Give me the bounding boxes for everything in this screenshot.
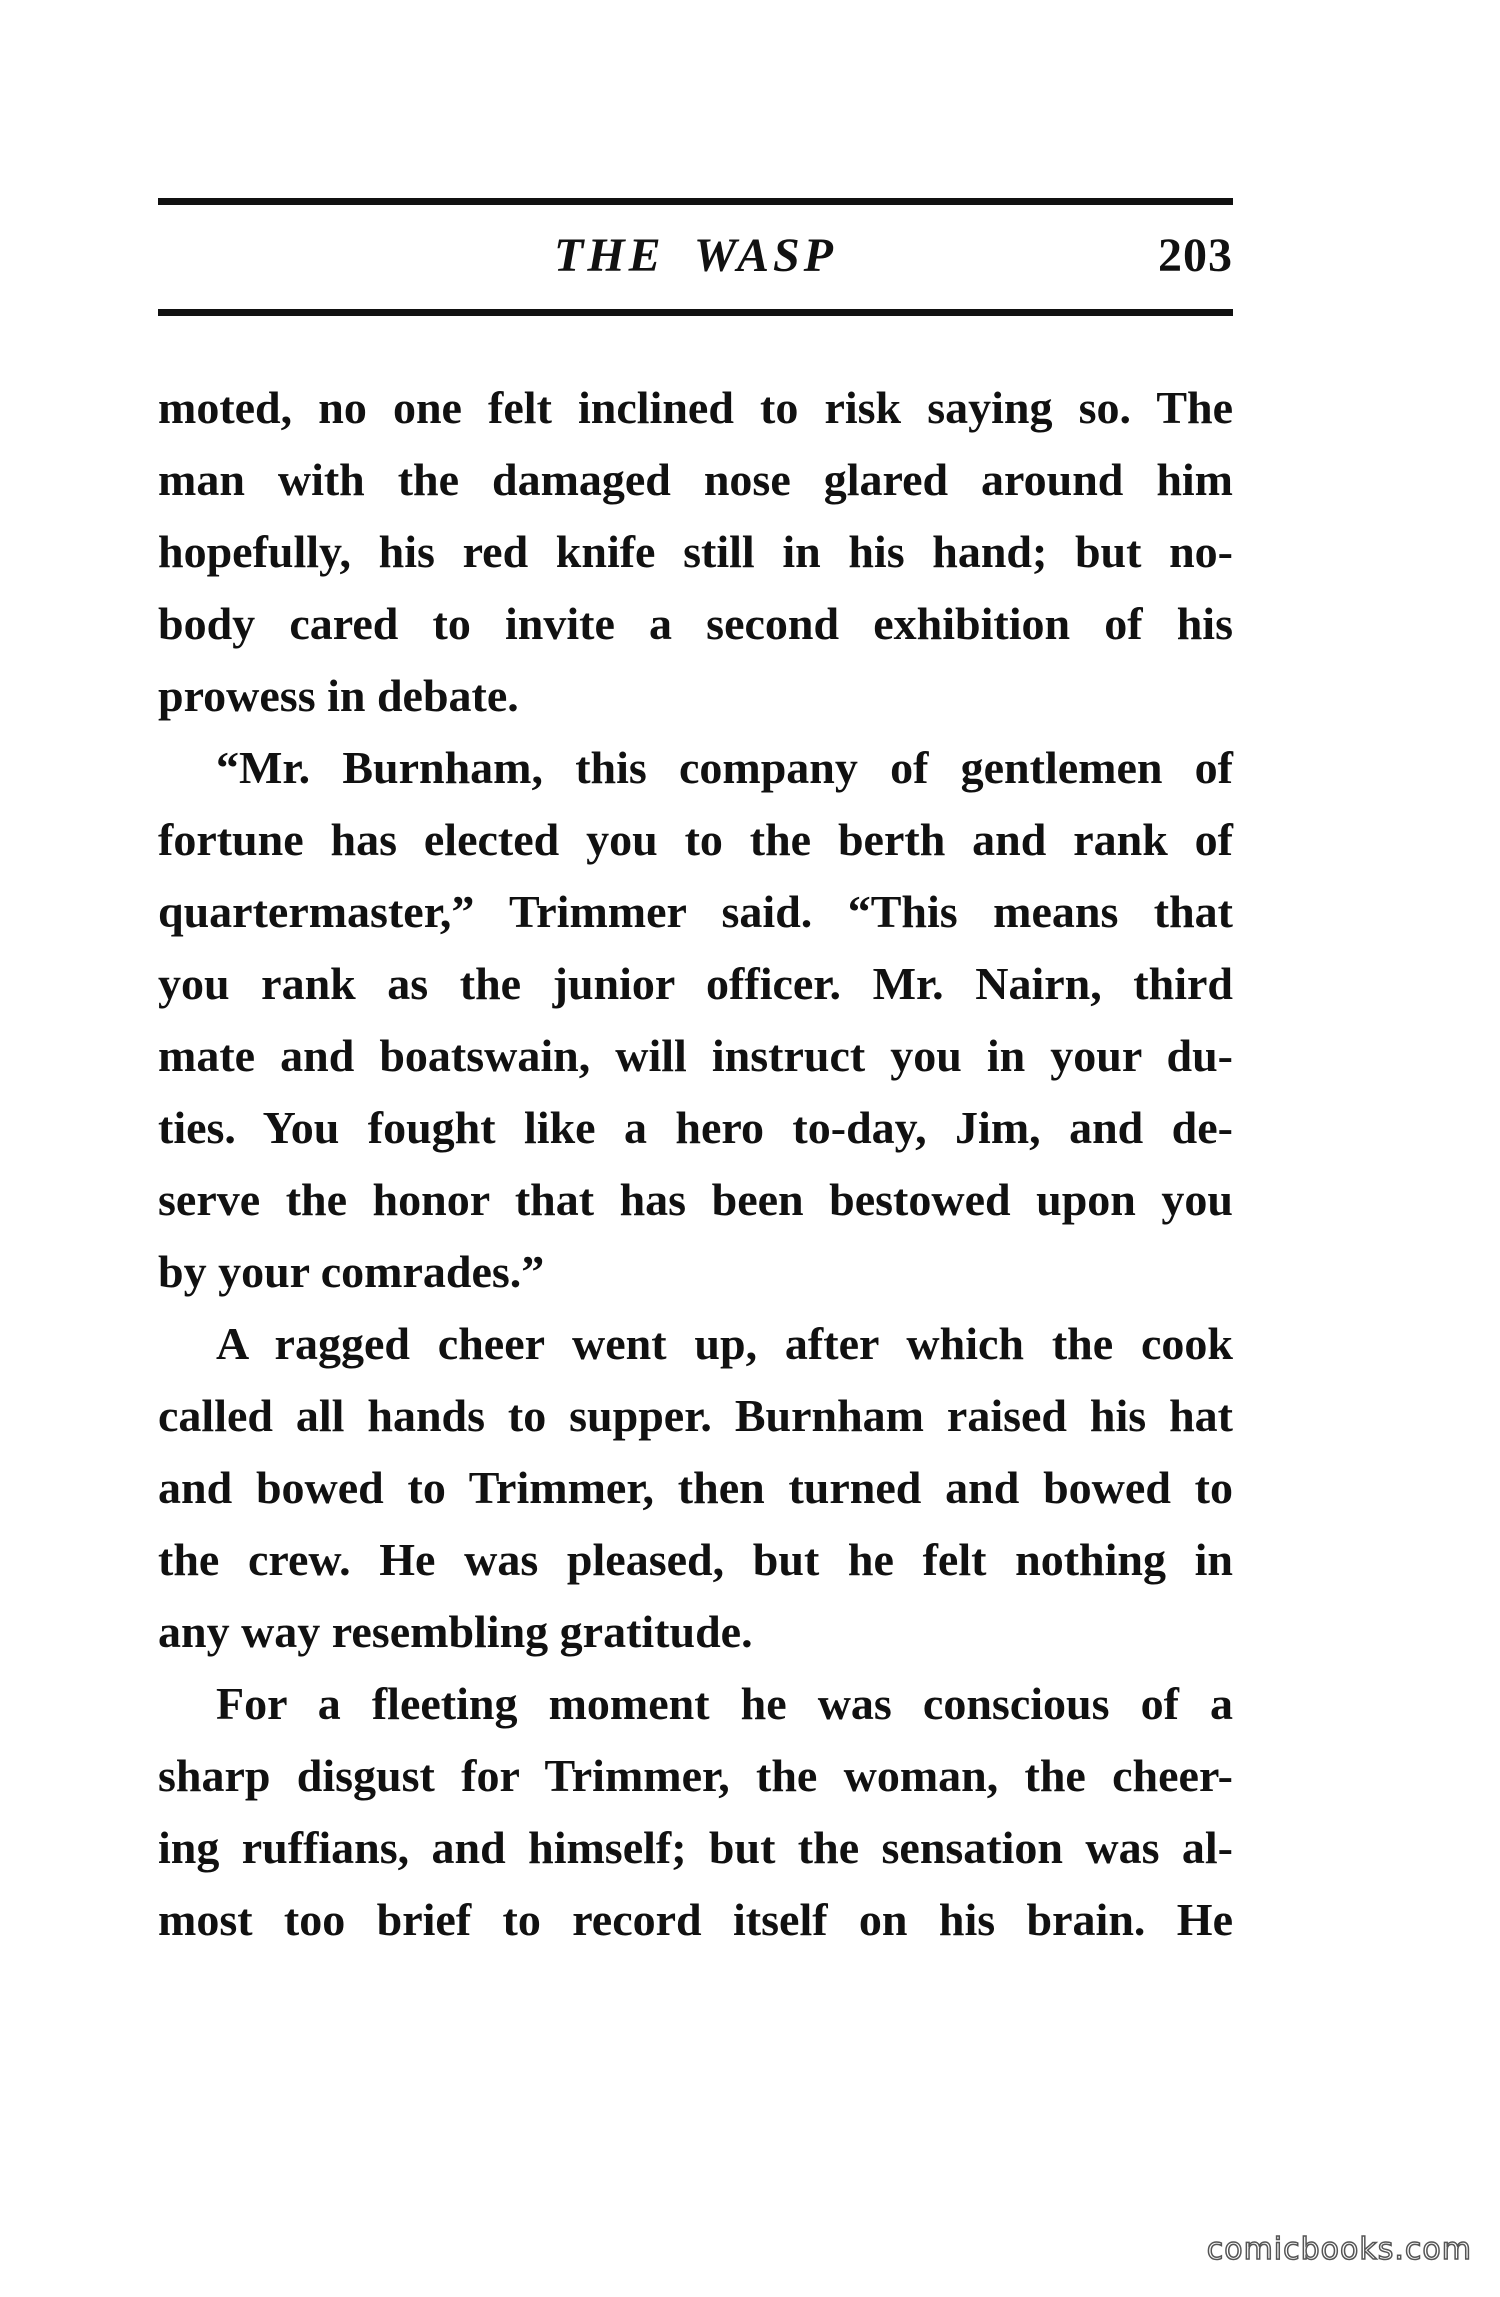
text-line: hopefully, his red knife still in his hand; but no- bbox=[158, 526, 1233, 577]
text-line: serve the honor that has been bestowed upon you bbox=[158, 1174, 1233, 1225]
running-title: THE WASP bbox=[554, 229, 837, 282]
text-line: most too brief to record itself on his brain. He bbox=[158, 1894, 1233, 1945]
text-line: sharp disgust for Trimmer, the woman, the cheer- bbox=[158, 1750, 1233, 1801]
text-line: called all hands to supper. Burnham raised his hat bbox=[158, 1390, 1233, 1441]
text-line: “Mr. Burnham, this company of gentlemen of bbox=[216, 742, 1233, 793]
text-line: quartermaster,” Trimmer said. “This means that bbox=[158, 886, 1233, 937]
watermark: comicbooks.com bbox=[1206, 2232, 1472, 2267]
text-line: ing ruffians, and himself; but the sensation was al- bbox=[158, 1822, 1233, 1873]
text-line: For a fleeting moment he was conscious of a bbox=[216, 1678, 1233, 1729]
text-line: and bowed to Trimmer, then turned and bowed to bbox=[158, 1462, 1233, 1513]
text-line: by your comrades.” bbox=[158, 1246, 545, 1297]
text-line: the crew. He was pleased, but he felt nothing in bbox=[158, 1534, 1233, 1585]
text-line: moted, no one felt inclined to risk saying so. The bbox=[158, 382, 1233, 433]
running-head bbox=[158, 222, 1233, 292]
text-line: any way resembling gratitude. bbox=[158, 1606, 753, 1657]
text-line: ties. You fought like a hero to-day, Jim, and de- bbox=[158, 1102, 1233, 1153]
body-text bbox=[158, 372, 1233, 1956]
text-line: prowess in debate. bbox=[158, 670, 519, 721]
text-line: man with the damaged nose glared around him bbox=[158, 454, 1233, 505]
text-line: mate and boatswain, will instruct you in your du- bbox=[158, 1030, 1233, 1081]
header-rule-top bbox=[158, 198, 1233, 205]
header-rule-bottom bbox=[158, 309, 1233, 316]
text-line: A ragged cheer went up, after which the cook bbox=[216, 1318, 1233, 1369]
text-line: fortune has elected you to the berth and rank of bbox=[158, 814, 1233, 865]
text-line: you rank as the junior officer. Mr. Nairn, third bbox=[158, 958, 1233, 1009]
page-number: 203 bbox=[1158, 229, 1233, 282]
text-line: body cared to invite a second exhibition of his bbox=[158, 598, 1233, 649]
